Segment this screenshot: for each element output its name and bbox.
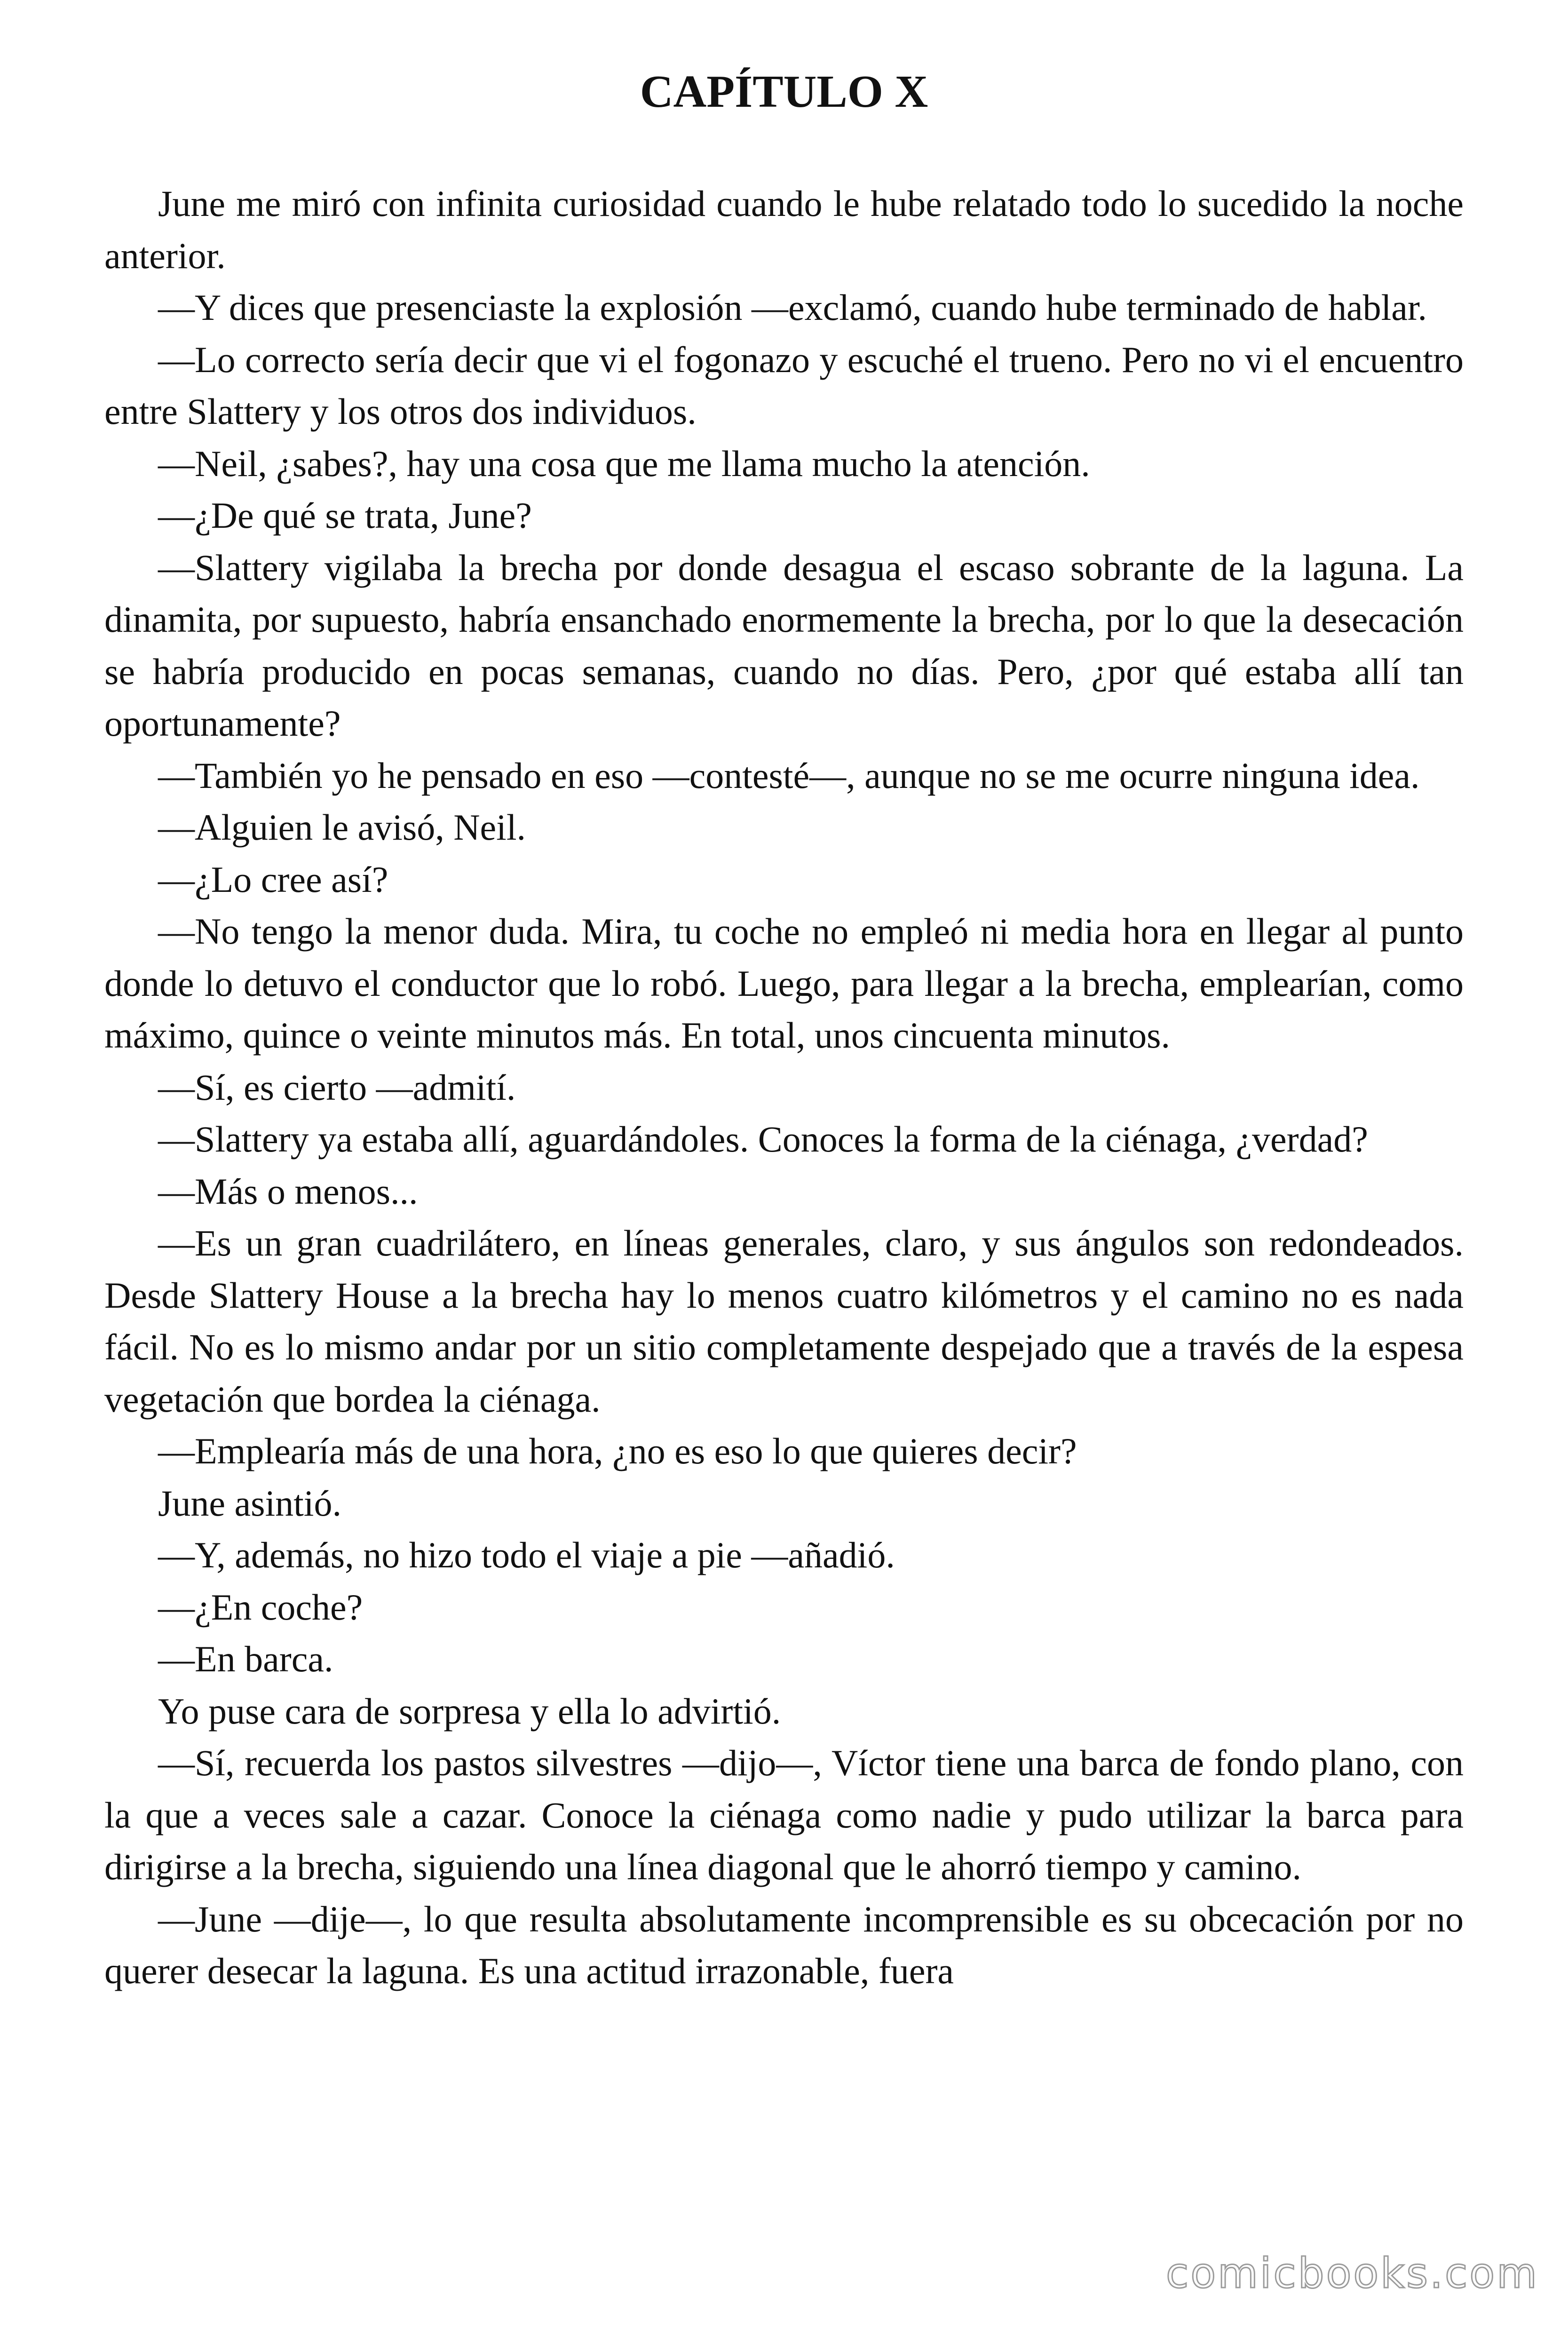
paragraph: —Emplearía más de una hora, ¿no es eso lo que quieres decir? — [158, 1430, 1077, 1471]
watermark-logo: comicbooks.com — [1165, 2249, 1539, 2297]
paragraph: —¿En coche? — [158, 1586, 363, 1628]
paragraph: —Alguien le avisó, Neil. — [158, 807, 526, 848]
paragraph: June me miró con infinita curiosidad cuando le hube relatado todo lo sucedido la noche anterior. — [104, 183, 1464, 276]
chapter-body — [104, 178, 1464, 1997]
paragraph: —Neil, ¿sabes?, hay una cosa que me llama mucho la atención. — [158, 443, 1090, 484]
paragraph: —Y dices que presenciaste la explosión —exclamó, cuando hube terminado de hablar. — [158, 287, 1427, 328]
paragraph: —En barca. — [158, 1638, 333, 1679]
paragraph: —Sí, recuerda los pastos silvestres —dijo—, Víctor tiene una barca de fondo plano, con la que a veces sale a cazar. Conoce la ciénaga como nadie y pudo utilizar la barca para dirigirse a la brecha, siguiendo una línea diagonal que le ahorró tiempo y camino. — [104, 1742, 1464, 1887]
paragraph: —June —dije—, lo que resulta absolutamente incomprensible es su obcecación por no querer desecar la laguna. Es una actitud irrazonable, fuera — [104, 1898, 1464, 1991]
paragraph: —No tengo la menor duda. Mira, tu coche no empleó ni media hora en llegar al punto donde lo detuvo el conductor que lo robó. Luego, para llegar a la brecha, emplearían, como máximo, quince o veinte minutos más. En total, unos cincuenta minutos. — [104, 911, 1464, 1056]
paragraph: June asintió. — [158, 1482, 341, 1524]
paragraph: —Slattery vigilaba la brecha por donde desagua el escaso sobrante de la laguna. La dinamita, por supuesto, habría ensanchado enormemente la brecha, por lo que la desecación se habría producido en pocas semanas, cuando no días. Pero, ¿por qué estaba allí tan oportunamente? — [104, 547, 1464, 744]
chapter-title: CAPÍTULO X — [640, 66, 928, 117]
paragraph: —Es un gran cuadrilátero, en líneas generales, claro, y sus ángulos son redondeados. Desde Slattery House a la brecha hay lo menos cuatro kilómetros y el camino no es nada fácil. No es lo mismo andar por un sitio completamente despejado que a través de la espesa vegetación que bordea la ciénaga. — [104, 1223, 1464, 1420]
paragraph: —¿Lo cree así? — [158, 858, 388, 900]
paragraph: —También yo he pensado en eso —contesté—, aunque no se me ocurre ninguna idea. — [158, 755, 1420, 796]
paragraph: —Y, además, no hizo todo el viaje a pie —añadió. — [158, 1534, 895, 1575]
paragraph: —Más o menos... — [158, 1170, 418, 1212]
paragraph: Yo puse cara de sorpresa y ella lo advirtió. — [158, 1690, 781, 1732]
paragraph: —Lo correcto sería decir que vi el fogonazo y escuché el trueno. Pero no vi el encuentro entre Slattery y los otros dos individuos. — [104, 339, 1464, 432]
paragraph: —Slattery ya estaba allí, aguardándoles. Conoces la forma de la ciénaga, ¿verdad? — [158, 1119, 1368, 1160]
paragraph: —¿De qué se trata, June? — [158, 495, 532, 536]
paragraph: —Sí, es cierto —admití. — [158, 1066, 516, 1108]
